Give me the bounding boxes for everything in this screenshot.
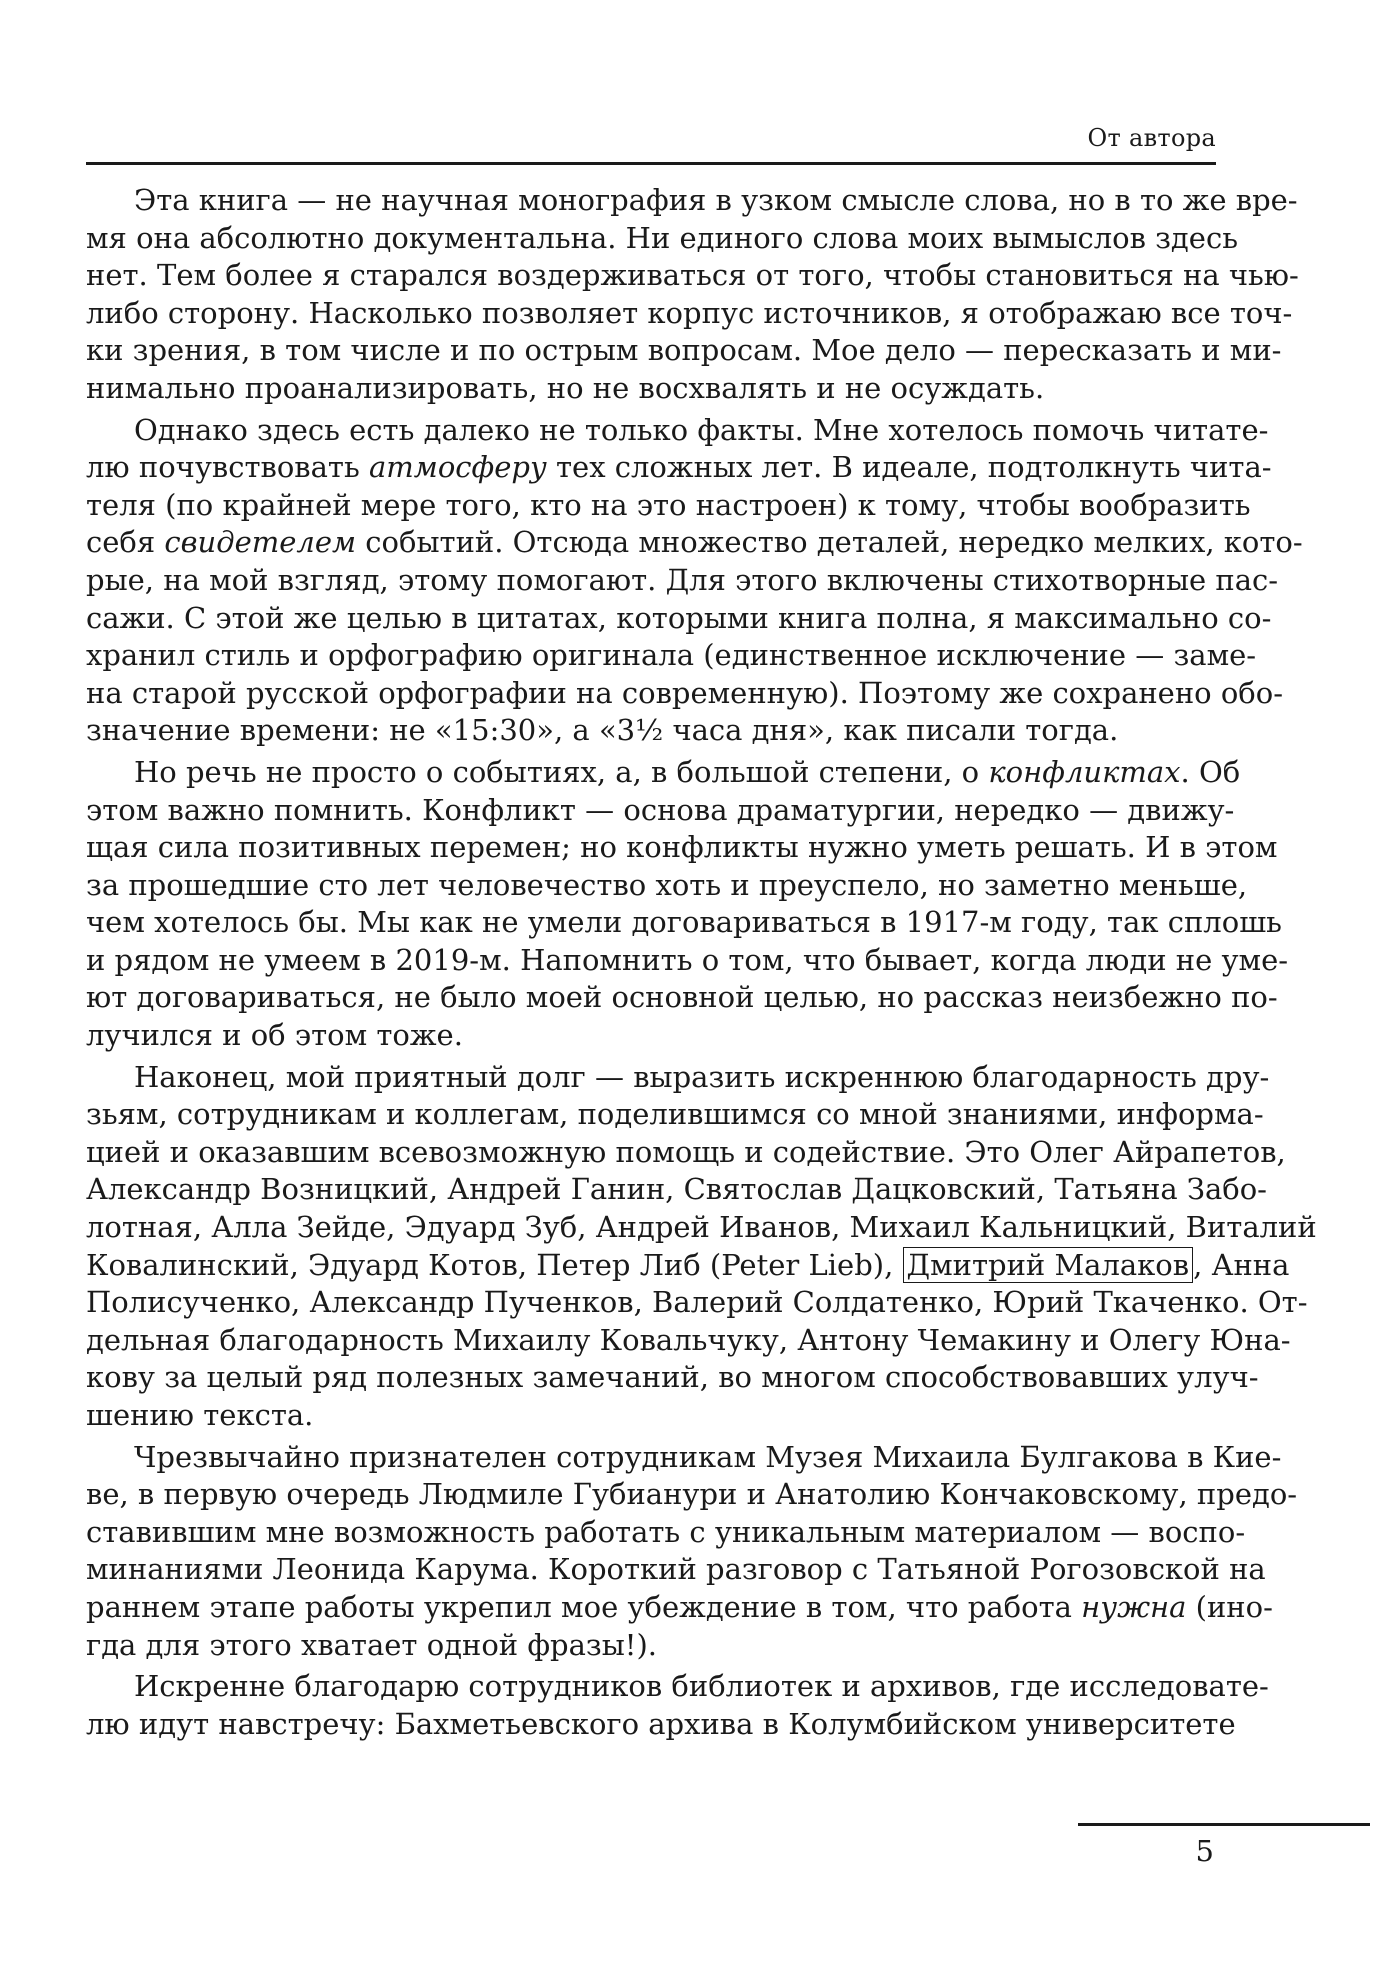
paragraph <box>86 182 1299 408</box>
text-line: чем хотелось бы. Мы как не умели договариваться в 1917-м году, так сплошь <box>86 905 1282 940</box>
text-line: цией и оказавшим всевозможную помощь и содействие. Это Олег Айрапетов, <box>86 1134 1286 1169</box>
text-line: Чрезвычайно признателен сотрудникам Музея Михаила Булгакова в Кие- <box>134 1439 1282 1474</box>
text-line: Ковалинский, Эдуард Котов, Петер Либ (Peter Lieb), Дмитрий Малаков , Анна <box>86 1247 1290 1282</box>
paragraph <box>86 1059 1317 1435</box>
text-line: дельная благодарность Михаилу Ковальчуку, Антону Чемакину и Олегу Юна- <box>86 1322 1291 1357</box>
text-line: Александр Возницкий, Андрей Ганин, Святослав Дацковский, Татьяна Забо- <box>86 1172 1267 1207</box>
text-line: на старой русской орфографии на современную). Поэтому же сохранено обо- <box>86 675 1284 710</box>
footer-rule <box>1078 1823 1370 1826</box>
text-line: Но речь не просто о событиях, а, в большой степени, о конфликтах. Об <box>134 754 1241 789</box>
text-line: лотная, Алла Зейде, Эдуард Зуб, Андрей Иванов, Михаил Кальницкий, Виталий <box>86 1210 1317 1245</box>
text-line: сажи. С этой же целью в цитатах, которыми книга полна, я максимально со- <box>86 600 1272 635</box>
text-line: щая сила позитивных перемен; но конфликты нужно уметь решать. И в этом <box>86 830 1278 865</box>
text-line: нет. Тем более я старался воздерживаться от того, чтобы становиться на чью- <box>86 258 1299 293</box>
text-line: и рядом не умеем в 2019-м. Напомнить о том, что бывает, когда люди не уме- <box>86 942 1289 977</box>
text-line: зьям, сотрудникам и коллегам, поделившимся со мной знаниями, информа- <box>86 1097 1264 1132</box>
emphasis-text: конфликтах <box>988 754 1181 789</box>
text-line: ставившим мне возможность работать с уникальным материалом — воспо- <box>86 1514 1246 1549</box>
header-rule <box>86 162 1216 165</box>
text-line: мя она абсолютно документальна. Ни единого слова моих вымыслов здесь <box>86 220 1238 255</box>
text-line: этом важно помнить. Конфликт — основа драматургии, нередко — движу- <box>86 792 1235 827</box>
text-line: либо сторону. Насколько позволяет корпус источников, я отображаю все точ- <box>86 295 1293 330</box>
paragraph <box>86 1668 1269 1743</box>
text-line: лю идут навстречу: Бахметьевского архива в Колумбийском университете <box>86 1706 1236 1741</box>
text-line: ве, в первую очередь Людмиле Губианури и Анатолию Кончаковскому, предо- <box>86 1477 1298 1512</box>
highlighted-name: Дмитрий Малаков <box>903 1247 1194 1283</box>
text-line: Эта книга — не научная монография в узком смысле слова, но в то же вре- <box>134 183 1298 217</box>
paragraph <box>86 754 1289 1055</box>
running-head-title: От автора <box>1087 124 1216 152</box>
paragraph <box>86 412 1303 750</box>
text-line: себя свидетелем событий. Отсюда множество деталей, нередко мелких, кото- <box>86 525 1303 560</box>
text-line: минаниями Леонида Карума. Короткий разговор с Татьяной Рогозовской на <box>86 1552 1266 1587</box>
paragraph <box>86 1439 1298 1665</box>
text-line: Искренне благодарю сотрудников библиотек и архивов, где исследовате- <box>134 1669 1269 1704</box>
text-line: лучился и об этом тоже. <box>86 1018 463 1053</box>
text-line: лю почувствовать атмосферу тех сложных лет. В идеале, подтолкнуть чита- <box>86 450 1272 485</box>
text-line: рые, на мой взгляд, этому помогают. Для этого включены стихотворные пас- <box>86 562 1279 597</box>
text-line: за прошедшие сто лет человечество хоть и преуспело, но заметно меньше, <box>86 867 1248 902</box>
emphasis-text: свидетелем <box>164 525 357 560</box>
text-line: кову за целый ряд полезных замечаний, во многом способствовавших улуч- <box>86 1360 1259 1395</box>
text-line: Однако здесь есть далеко не только факты. Мне хотелось помочь читате- <box>134 412 1269 447</box>
emphasis-text: атмосферу <box>368 450 547 485</box>
text-line: теля (по крайней мере того, кто на это настроен) к тому, чтобы вообразить <box>86 487 1251 522</box>
text-line: ют договариваться, не было моей основной целью, но рассказ неизбежно по- <box>86 980 1278 1015</box>
text-line: хранил стиль и орфографию оригинала (единственное исключение — заме- <box>86 638 1257 673</box>
page-number: 5 <box>1195 1834 1214 1868</box>
text-line: раннем этапе работы укрепил мое убеждение в том, что работа нужна (ино- <box>86 1589 1273 1624</box>
text-line: Наконец, мой приятный долг — выразить искреннюю благодарность дру- <box>134 1059 1270 1094</box>
text-line: значение времени: не «15:30», а «3½ часа дня», как писали тогда. <box>86 713 1119 748</box>
emphasis-text: нужна <box>1081 1589 1187 1624</box>
text-line: гда для этого хватает одной фразы!). <box>86 1627 657 1662</box>
body-text <box>86 182 1317 1743</box>
text-line: нимально проанализировать, но не восхвалять и не осуждать. <box>86 370 1045 405</box>
text-line: шению текста. <box>86 1398 314 1432</box>
text-line: ки зрения, в том числе и по острым вопросам. Мое дело — пересказать и ми- <box>86 333 1282 368</box>
text-line: Полисученко, Александр Пученков, Валерий Солдатенко, Юрий Ткаченко. От- <box>86 1285 1308 1320</box>
